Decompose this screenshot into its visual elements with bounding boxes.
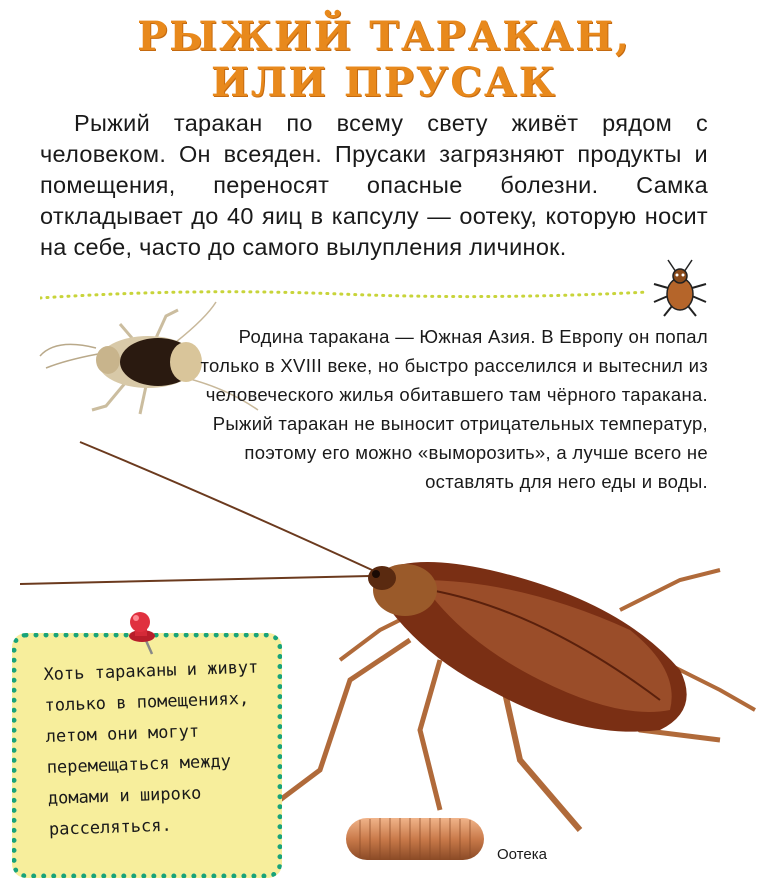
note-line: только в помещениях, (44, 688, 250, 716)
note-line: домами и широко (47, 783, 202, 809)
push-pin-icon (118, 610, 168, 660)
note-line: Хоть тараканы и живут (43, 657, 259, 685)
note-line: расселяться. (48, 815, 173, 840)
side-paragraph: Родина таракана — Южная Азия. В Европу он попал только в XVIII веке, но быстро расселился и вытеснил из человеческого жилья обитавшего там чёрного таракана. Рыжий таракан не выносит отрицательных температур, поэтому его можно «выморозить», а лучше всего не оставлять для него еды и воды. (200, 326, 708, 492)
title-line-1: РЫЖИЙ ТАРАКАН, (137, 13, 631, 60)
note-line: летом они могут (45, 721, 200, 747)
title-line-2: ИЛИ ПРУСАК (211, 59, 557, 106)
ootheca-caption: Оотека (497, 846, 547, 863)
page-title (0, 14, 768, 106)
small-cockroach-icon (648, 258, 712, 318)
note-line: перемещаться между (46, 751, 232, 778)
note-card (12, 633, 282, 878)
ootheca-image (340, 808, 490, 868)
main-paragraph: Рыжий таракан по всему свету живёт рядом с человеком. Он всеяден. Прусаки загрязняют продукты и помещения, переносят опасные болезни. Самка откладывает до 40 яиц в капсулу — оотеку, которую носит на себе, часто до самого вылупления личинок. (40, 110, 708, 260)
note-text (43, 652, 279, 846)
